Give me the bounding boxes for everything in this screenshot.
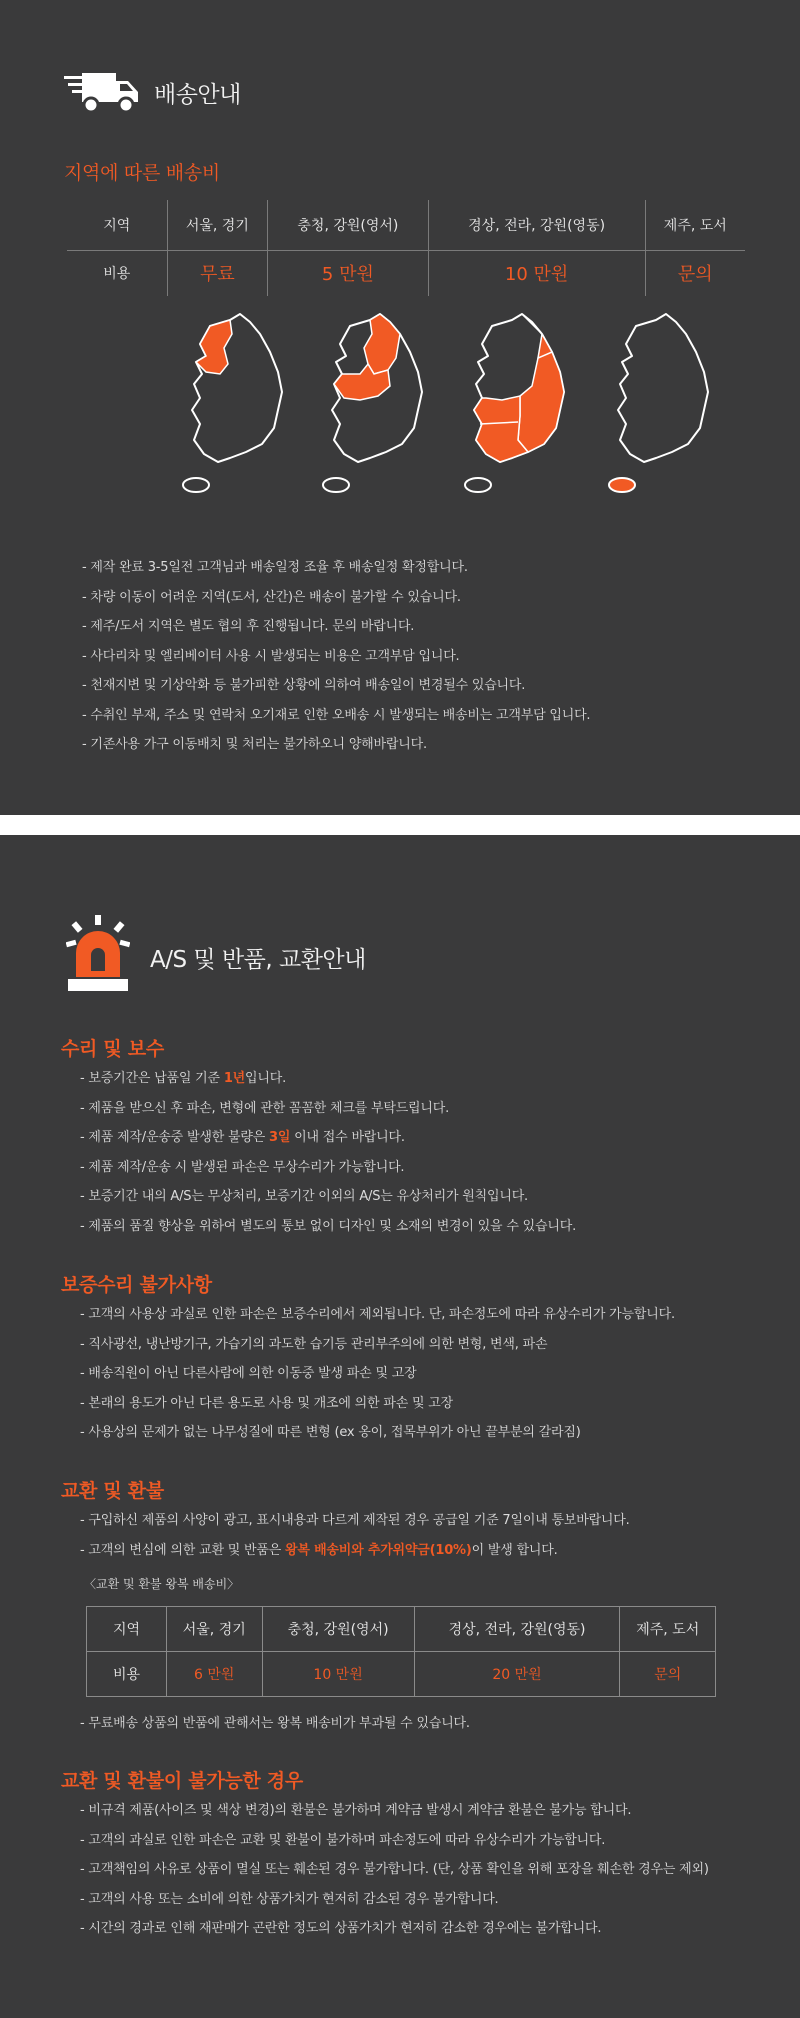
price-cell: 10 만원: [428, 250, 645, 296]
table-header-row: [87, 1607, 716, 1652]
item-text: - 제품을 받으신 후 파손, 변형에 관한 꼼꼼한 체크를 부탁드립니다.: [80, 1100, 450, 1116]
item-text: 이내 접수 바랍니다.: [290, 1130, 405, 1145]
list-item: - 제주/도서 지역은 별도 협의 후 진행됩니다. 문의 바랍니다.: [82, 619, 415, 634]
price-cell: 문의: [645, 250, 745, 296]
price-cell: 20 만원: [414, 1652, 620, 1697]
shipping-subtitle: 지역에 따른 배송비: [64, 162, 220, 184]
list-item: [80, 1064, 576, 1094]
no-exchange-list: [80, 1796, 709, 1944]
shipping-title: 배송안내: [154, 81, 241, 108]
list-item: - 고객의 과실로 인한 파손은 교환 및 환불이 불가하며 파손정도에 따라 유상수리가 가능합니다.: [80, 1832, 606, 1848]
no-exchange-title: 교환 및 환불이 불가능한 경우: [61, 1770, 303, 1792]
list-item: [80, 1536, 630, 1566]
list-item: - 사다리차 및 엘리베이터 사용 시 발생되는 비용은 고객부담 입니다.: [82, 648, 460, 664]
item-text: - 제품 제작/운송 시 발생된 파손은 무상수리가 가능합니다.: [80, 1159, 405, 1175]
table-cell: 서울, 경기: [167, 1607, 263, 1652]
shipping-header: [64, 70, 241, 114]
exchange-cost-table: [86, 1606, 716, 1697]
list-item: - 직사광선, 냉난방기구, 가습기의 과도한 습기등 관리부주의에 의한 변형, 변색, 파손: [80, 1336, 548, 1352]
section-gap: [0, 815, 800, 835]
price-cell: 5 만원: [268, 250, 428, 296]
list-item: - 기존사용 가구 이동배치 및 처리는 불가하오니 양해바랍니다.: [82, 737, 427, 752]
table-cell: 충청, 강원(영서): [268, 200, 428, 250]
item-text: - 보증기간 내의 A/S는 무상처리, 보증기간 이외의 A/S는 유상처리가 원칙입니다.: [80, 1189, 528, 1204]
repair-title: 수리 및 보수: [61, 1038, 164, 1060]
price-cell: 문의: [620, 1652, 716, 1697]
table-cell: 지역: [87, 1607, 167, 1652]
as-header: [66, 915, 366, 993]
list-item: - 사용상의 문제가 없는 나무성질에 따른 변형 (ex 옹이, 접목부위가 아닌 끝부분의 갈라짐): [80, 1425, 581, 1440]
repair-list: [80, 1064, 576, 1241]
korea-map-icon: [604, 312, 724, 500]
highlight-text: 왕복 배송비와 추가위약금(10%): [285, 1542, 472, 1558]
exchange-list: [80, 1506, 630, 1565]
exchange-footnote: [80, 1709, 470, 1739]
shipping-cost-table: [67, 200, 745, 296]
list-item: - 차량 이동이 어려운 지역(도서, 산간)은 배송이 불가할 수 있습니다.: [82, 589, 461, 605]
item-text: - 보증기간은 납품일 기준: [80, 1071, 224, 1086]
table-row: [87, 1652, 716, 1697]
delivery-truck-icon: [64, 70, 140, 114]
list-item: - 천재지변 및 기상악화 등 불가피한 상황에 의하여 배송일이 변경될수 있습니다.: [82, 678, 526, 693]
list-item: - 수취인 부재, 주소 및 연락처 오기재로 인한 오배송 시 발생되는 배송비는 고객부담 입니다.: [82, 707, 591, 723]
list-item: - 본래의 용도가 아닌 다른 용도로 사용 및 개조에 의한 파손 및 고장: [80, 1395, 453, 1411]
highlight-text: 1년: [223, 1071, 246, 1086]
exchange-table-caption: 〈교환 및 환불 왕복 배송비〉: [84, 1577, 240, 1591]
table-cell: 지역: [67, 200, 167, 250]
shipping-panel: [0, 0, 800, 815]
price-cell: 무료: [167, 250, 268, 296]
warranty-list: [80, 1300, 675, 1448]
list-item: [80, 1123, 576, 1153]
table-cell: 경상, 전라, 강원(영동): [428, 200, 645, 250]
table-row: [67, 250, 745, 296]
item-text: - 고객의 변심에 의한 교환 및 반품은: [80, 1542, 286, 1558]
shipping-notes: [82, 553, 590, 760]
price-cell: 6 만원: [167, 1652, 263, 1697]
list-item: [80, 1153, 576, 1183]
korea-map-icon: [460, 312, 580, 500]
table-cell: 제주, 도서: [645, 200, 745, 250]
list-item: - 제작 완료 3-5일전 고객님과 배송일정 조율 후 배송일정 확정합니다.: [82, 560, 468, 575]
list-item: - 배송직원이 아닌 다른사람에 의한 이동중 발생 파손 및 고장: [80, 1366, 417, 1381]
region-maps: [0, 312, 800, 512]
korea-map-icon: [178, 312, 298, 500]
item-text: - 제품의 품질 향상을 위하여 별도의 통보 없이 디자인 및 소재의 변경이 있을 수 있습니다.: [80, 1218, 577, 1234]
table-cell: 비용: [87, 1652, 167, 1697]
item-text: 이 발생 합니다.: [471, 1542, 558, 1558]
item-text: - 제품 제작/운송중 발생한 불량은: [80, 1130, 269, 1145]
highlight-text: 3일: [269, 1130, 291, 1145]
price-cell: 10 만원: [262, 1652, 414, 1697]
siren-icon: [66, 915, 130, 993]
list-item: [80, 1212, 576, 1242]
exchange-title: 교환 및 환불: [61, 1480, 164, 1502]
table-cell: 제주, 도서: [620, 1607, 716, 1652]
table-cell: 비용: [103, 266, 131, 283]
list-item: - 고객책임의 사유로 상품이 멸실 또는 훼손된 경우 불가합니다. (단, 상품 확인을 위해 포장을 훼손한 경우는 제외): [80, 1862, 709, 1877]
item-text: - 구입하신 제품의 사양이 광고, 표시내용과 다르게 제작된 경우 공급일 기준 7일이내 통보바랍니다.: [80, 1513, 630, 1528]
table-cell: 서울, 경기: [167, 200, 268, 250]
list-item: - 무료배송 상품의 반품에 관해서는 왕복 배송비가 부과될 수 있습니다.: [80, 1716, 470, 1731]
table-header-row: [67, 200, 745, 250]
warranty-title: 보증수리 불가사항: [61, 1274, 212, 1296]
as-title: A/S 및 반품, 교환안내: [150, 946, 366, 973]
table-cell: 경상, 전라, 강원(영동): [414, 1607, 620, 1652]
item-text: 입니다.: [245, 1071, 287, 1086]
list-item: - 고객의 사용상 과실로 인한 파손은 보증수리에서 제외됩니다. 단, 파손정도에 따라 유상수리가 가능합니다.: [80, 1307, 675, 1322]
list-item: - 시간의 경과로 인해 재판매가 곤란한 정도의 상품가치가 현저히 감소한 경우에는 불가합니다.: [80, 1921, 602, 1936]
table-cell: 충청, 강원(영서): [262, 1607, 414, 1652]
korea-map-icon: [318, 312, 438, 500]
list-item: - 비규격 제품(사이즈 및 색상 변경)의 환불은 불가하며 계약금 발생시 계약금 환불은 불가능 합니다.: [80, 1803, 632, 1818]
list-item: - 고객의 사용 또는 소비에 의한 상품가치가 현저히 감소된 경우 불가합니다.: [80, 1891, 499, 1907]
list-item: [80, 1094, 576, 1124]
list-item: [80, 1182, 576, 1212]
list-item: [80, 1506, 630, 1536]
